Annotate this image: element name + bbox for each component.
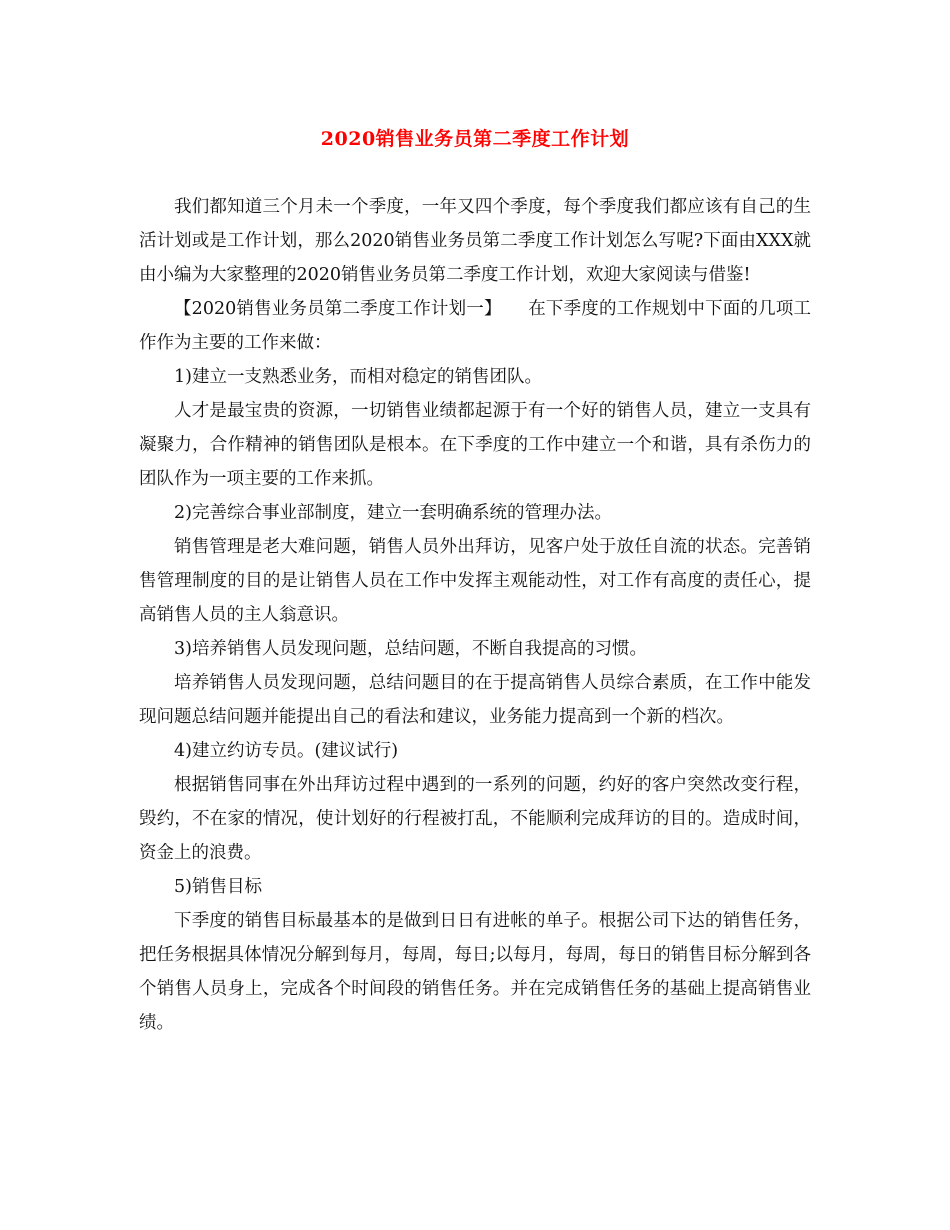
item-4-heading: 4)建立约访专员。(建议试行): [174, 741, 399, 761]
item-2-body: 销售管理是老大难问题，销售人员外出拜访，见客户处于放任自流的状态。完善销售管理制度的目的是让销售人员在工作中发挥主观能动性，对工作有高度的责任心，提高销售人员的主人翁意识。: [139, 537, 811, 625]
item-3-body: 培养销售人员发现问题，总结问题目的在于提高销售人员综合素质，在工作中能发现问题总结问题并能提出自己的看法和建议，业务能力提高到一个新的档次。: [139, 673, 811, 727]
item-1-heading: 1)建立一支熟悉业务，而相对稳定的销售团队。: [174, 367, 542, 387]
document-title: 2020销售业务员第二季度工作计划: [320, 128, 630, 150]
document-body: [139, 190, 811, 1040]
item-4-body: 根据销售同事在外出拜访过程中遇到的一系列的问题，约好的客户突然改变行程，毁约，不在家的情况，使计划好的行程被打乱，不能顺利完成拜访的目的。造成时间，资金上的浪费。: [139, 775, 811, 863]
item-2-heading: 2)完善综合事业部制度，建立一套明确系统的管理办法。: [174, 503, 612, 523]
intro-paragraph: 我们都知道三个月未一个季度，一年又四个季度，每个季度我们都应该有自己的生活计划或是工作计划，那么2020销售业务员第二季度工作计划怎么写呢?下面由XXX就由小编为大家整理的2020销售业务员第二季度工作计划，欢迎大家阅读与借鉴!: [139, 197, 811, 285]
item-3-heading: 3)培养销售人员发现问题，总结问题，不断自我提高的习惯。: [174, 639, 647, 659]
item-1-body: 人才是最宝贵的资源，一切销售业绩都起源于有一个好的销售人员，建立一支具有凝聚力，合作精神的销售团队是根本。在下季度的工作中建立一个和谐，具有杀伤力的团队作为一项主要的工作来抓。: [139, 401, 811, 489]
item-5-heading: 5)销售目标: [174, 877, 262, 897]
section-heading-paragraph: 【2020销售业务员第二季度工作计划一】 在下季度的工作规划中下面的几项工作作为主要的工作来做：: [139, 299, 811, 353]
item-5-body: 下季度的销售目标最基本的是做到日日有进帐的单子。根据公司下达的销售任务，把任务根据具体情况分解到每月，每周，每日;以每月，每周，每日的销售目标分解到各个销售人员身上，完成各个时间段的销售任务。并在完成销售任务的基础上提高销售业绩。: [139, 911, 811, 1033]
